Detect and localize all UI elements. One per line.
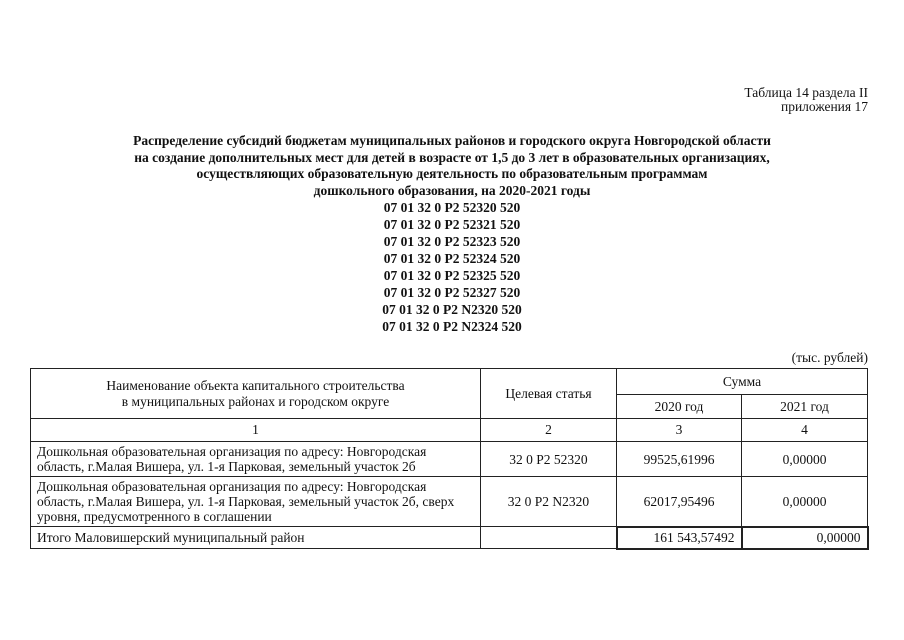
amount-2020-cell: 99525,61996 (617, 442, 742, 477)
budget-code: 07 01 32 0 P2 52320 520 (383, 200, 521, 215)
total-row (31, 527, 868, 549)
title-line-4: дошкольного образования, на 2020-2021 годы (313, 182, 591, 198)
budget-code: 07 01 32 0 P2 N2320 520 (382, 302, 522, 317)
header-year-2021: 2021 год (742, 395, 868, 419)
subsidy-table (30, 368, 869, 550)
column-number: 2 (481, 419, 617, 442)
units-label: (тыс. рублей) (791, 350, 868, 365)
reference-table-number: Таблица 14 раздела II (744, 85, 868, 100)
object-name-cell: Дошкольная образовательная организация по адресу: Новгородская область, г.Малая Вишера, ул. 1-я Парковая, земельный участок 2б (31, 442, 481, 477)
object-name-cell: Дошкольная образовательная организация по адресу: Новгородская область, г.Малая Вишера, ул. 1-я Парковая, земельный участок 2б, сверх уровня, предусмотренного в соглашении (31, 477, 481, 527)
total-2020-cell: 161 543,57492 (617, 527, 742, 549)
column-number-row (31, 419, 868, 442)
column-number: 4 (742, 419, 868, 442)
target-article-cell: 32 0 P2 N2320 (481, 477, 617, 527)
budget-code: 07 01 32 0 P2 N2324 520 (382, 319, 522, 334)
header-sum: Сумма (617, 369, 868, 395)
total-2021-cell: 0,00000 (742, 527, 868, 549)
title-line-2: на создание дополнительных мест для детей в возрасте от 1,5 до 3 лет в образовательных организациях, (134, 149, 770, 165)
column-number: 3 (617, 419, 742, 442)
document-title (0, 133, 904, 335)
header-object-name: Наименование объекта капитального строительства в муниципальных районах и городском округе (31, 369, 481, 419)
budget-code: 07 01 32 0 P2 52321 520 (383, 217, 521, 232)
reference-appendix: приложения 17 (780, 99, 868, 114)
target-article-cell: 32 0 P2 52320 (481, 442, 617, 477)
title-line-1: Распределение субсидий бюджетам муниципальных районов и городского округа Новгородской области (133, 133, 771, 148)
amount-2021-cell: 0,00000 (742, 477, 868, 527)
budget-code: 07 01 32 0 P2 52327 520 (383, 285, 521, 300)
amount-2020-cell: 62017,95496 (617, 477, 742, 527)
title-line-3: осуществляющих образовательную деятельность по образовательным программам (196, 166, 708, 181)
header-target-article: Целевая статья (481, 369, 617, 419)
budget-code: 07 01 32 0 P2 52323 520 (383, 234, 521, 249)
amount-2021-cell: 0,00000 (742, 442, 868, 477)
budget-code: 07 01 32 0 P2 52325 520 (383, 268, 521, 283)
column-number: 1 (31, 419, 481, 442)
budget-codes-list (0, 199, 904, 335)
document-reference (744, 86, 868, 114)
header-year-2020: 2020 год (617, 395, 742, 419)
total-target-blank (481, 527, 617, 549)
budget-code: 07 01 32 0 P2 52324 520 (383, 251, 521, 266)
total-label: Итого Маловишерский муниципальный район (31, 527, 481, 549)
table-row (31, 477, 868, 527)
header-row (31, 369, 868, 395)
table-row (31, 442, 868, 477)
